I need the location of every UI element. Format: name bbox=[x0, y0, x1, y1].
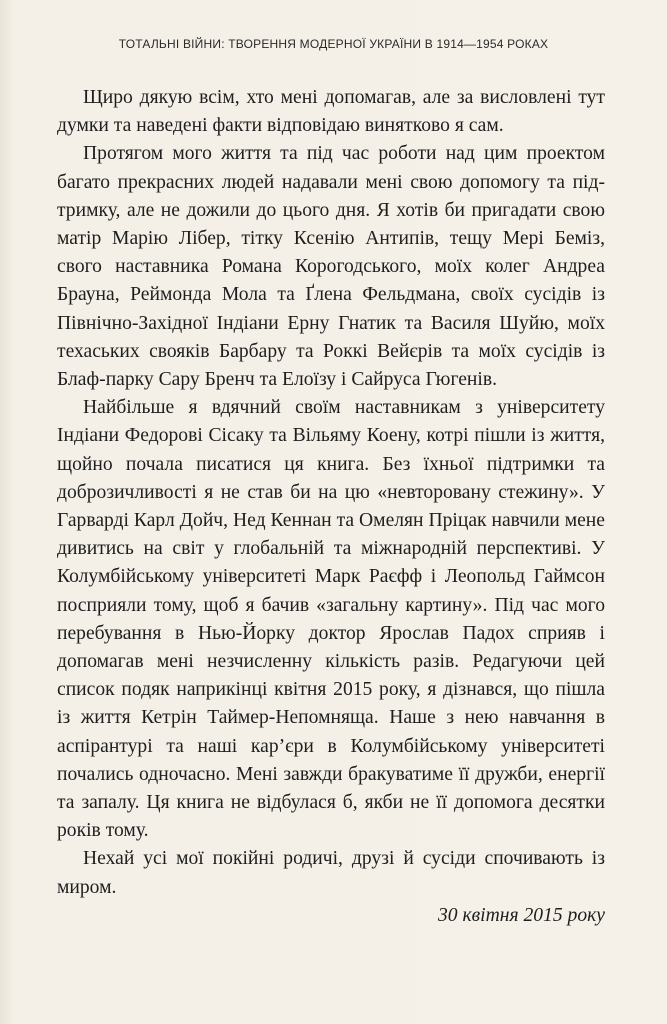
signature-date: 30 квітня 2015 року bbox=[437, 904, 605, 926]
body-text bbox=[57, 84, 605, 930]
paragraph-thanks: Щиро дякую всім, хто мені допомагав, але за висловлені тут думки та наведені факти відповідаю винятково я сам. bbox=[57, 87, 605, 137]
paragraph-mentors: Найбільше я вдячний своїм наставникам з університету Індіани Федорові Сісаку та Вільяму Коену, котрі пішли із життя, щойно почала писатися ця книга. Без їхньої підтримки та доброзичливості я не став би на цю «невторовану стежину». У Гарварді Карл Дойч, Нед Кеннан та Омелян Пріцак навчили мене дивитись на світ у глобальній та міжнародній перспективі. У Колумбійському університеті Марк Раєфф і Леопольд Гаймсон посприяли тому, щоб я бачив «загальну картину». Під час мого перебування в Нью-Йорку доктор Ярослав Падох сприяв і допомагав мені незчисленну кількість разів. Редагуючи цей список подяк наприкінці квітня 2015 року, я дізнався, що пішла із життя Кетрін Таймер-Непомняща. Наше з нею навчання в аспірантурі та наші кар’єри в Колумбійському університеті почались одночасно. Мені завжди бракуватиме її дружби, енергії та запалу. Ця книга не відбулася б, якби не її допомога десятки років тому. bbox=[57, 397, 605, 842]
paragraph-rest-in-peace: Нехай усі мої покійні родичі, друзі й сусіди спочивають із миром. bbox=[57, 848, 605, 898]
running-head: ТОТАЛЬНІ ВІЙНИ: ТВОРЕННЯ МОДЕРНОЇ УКРАЇНИ В 1914—1954 РОКАХ bbox=[118, 37, 549, 51]
paragraph-memory: Протягом мого життя та під час роботи над цим проектом багато прекрасних людей надавали мені свою допомогу та підтримку, але не дожили до цього дня. Я хотів би пригадати свою матір Марію Лібер, тітку Ксенію Антипів, тещу Мері Беміз, свого наставника Романа Корогодського, моїх колег Андреа Брауна, Реймонда Мола та Ґлена Фельдмана, своїх сусідів із Північно-Західної Індіани Ерну Гнатик та Василя Шуйю, моїх техаських свояків Барбару та Роккі Вейєрів та моїх сусідів із Блаф-парку Сару Бренч та Елоїзу і Сайруса Гюгенів. bbox=[57, 143, 605, 391]
